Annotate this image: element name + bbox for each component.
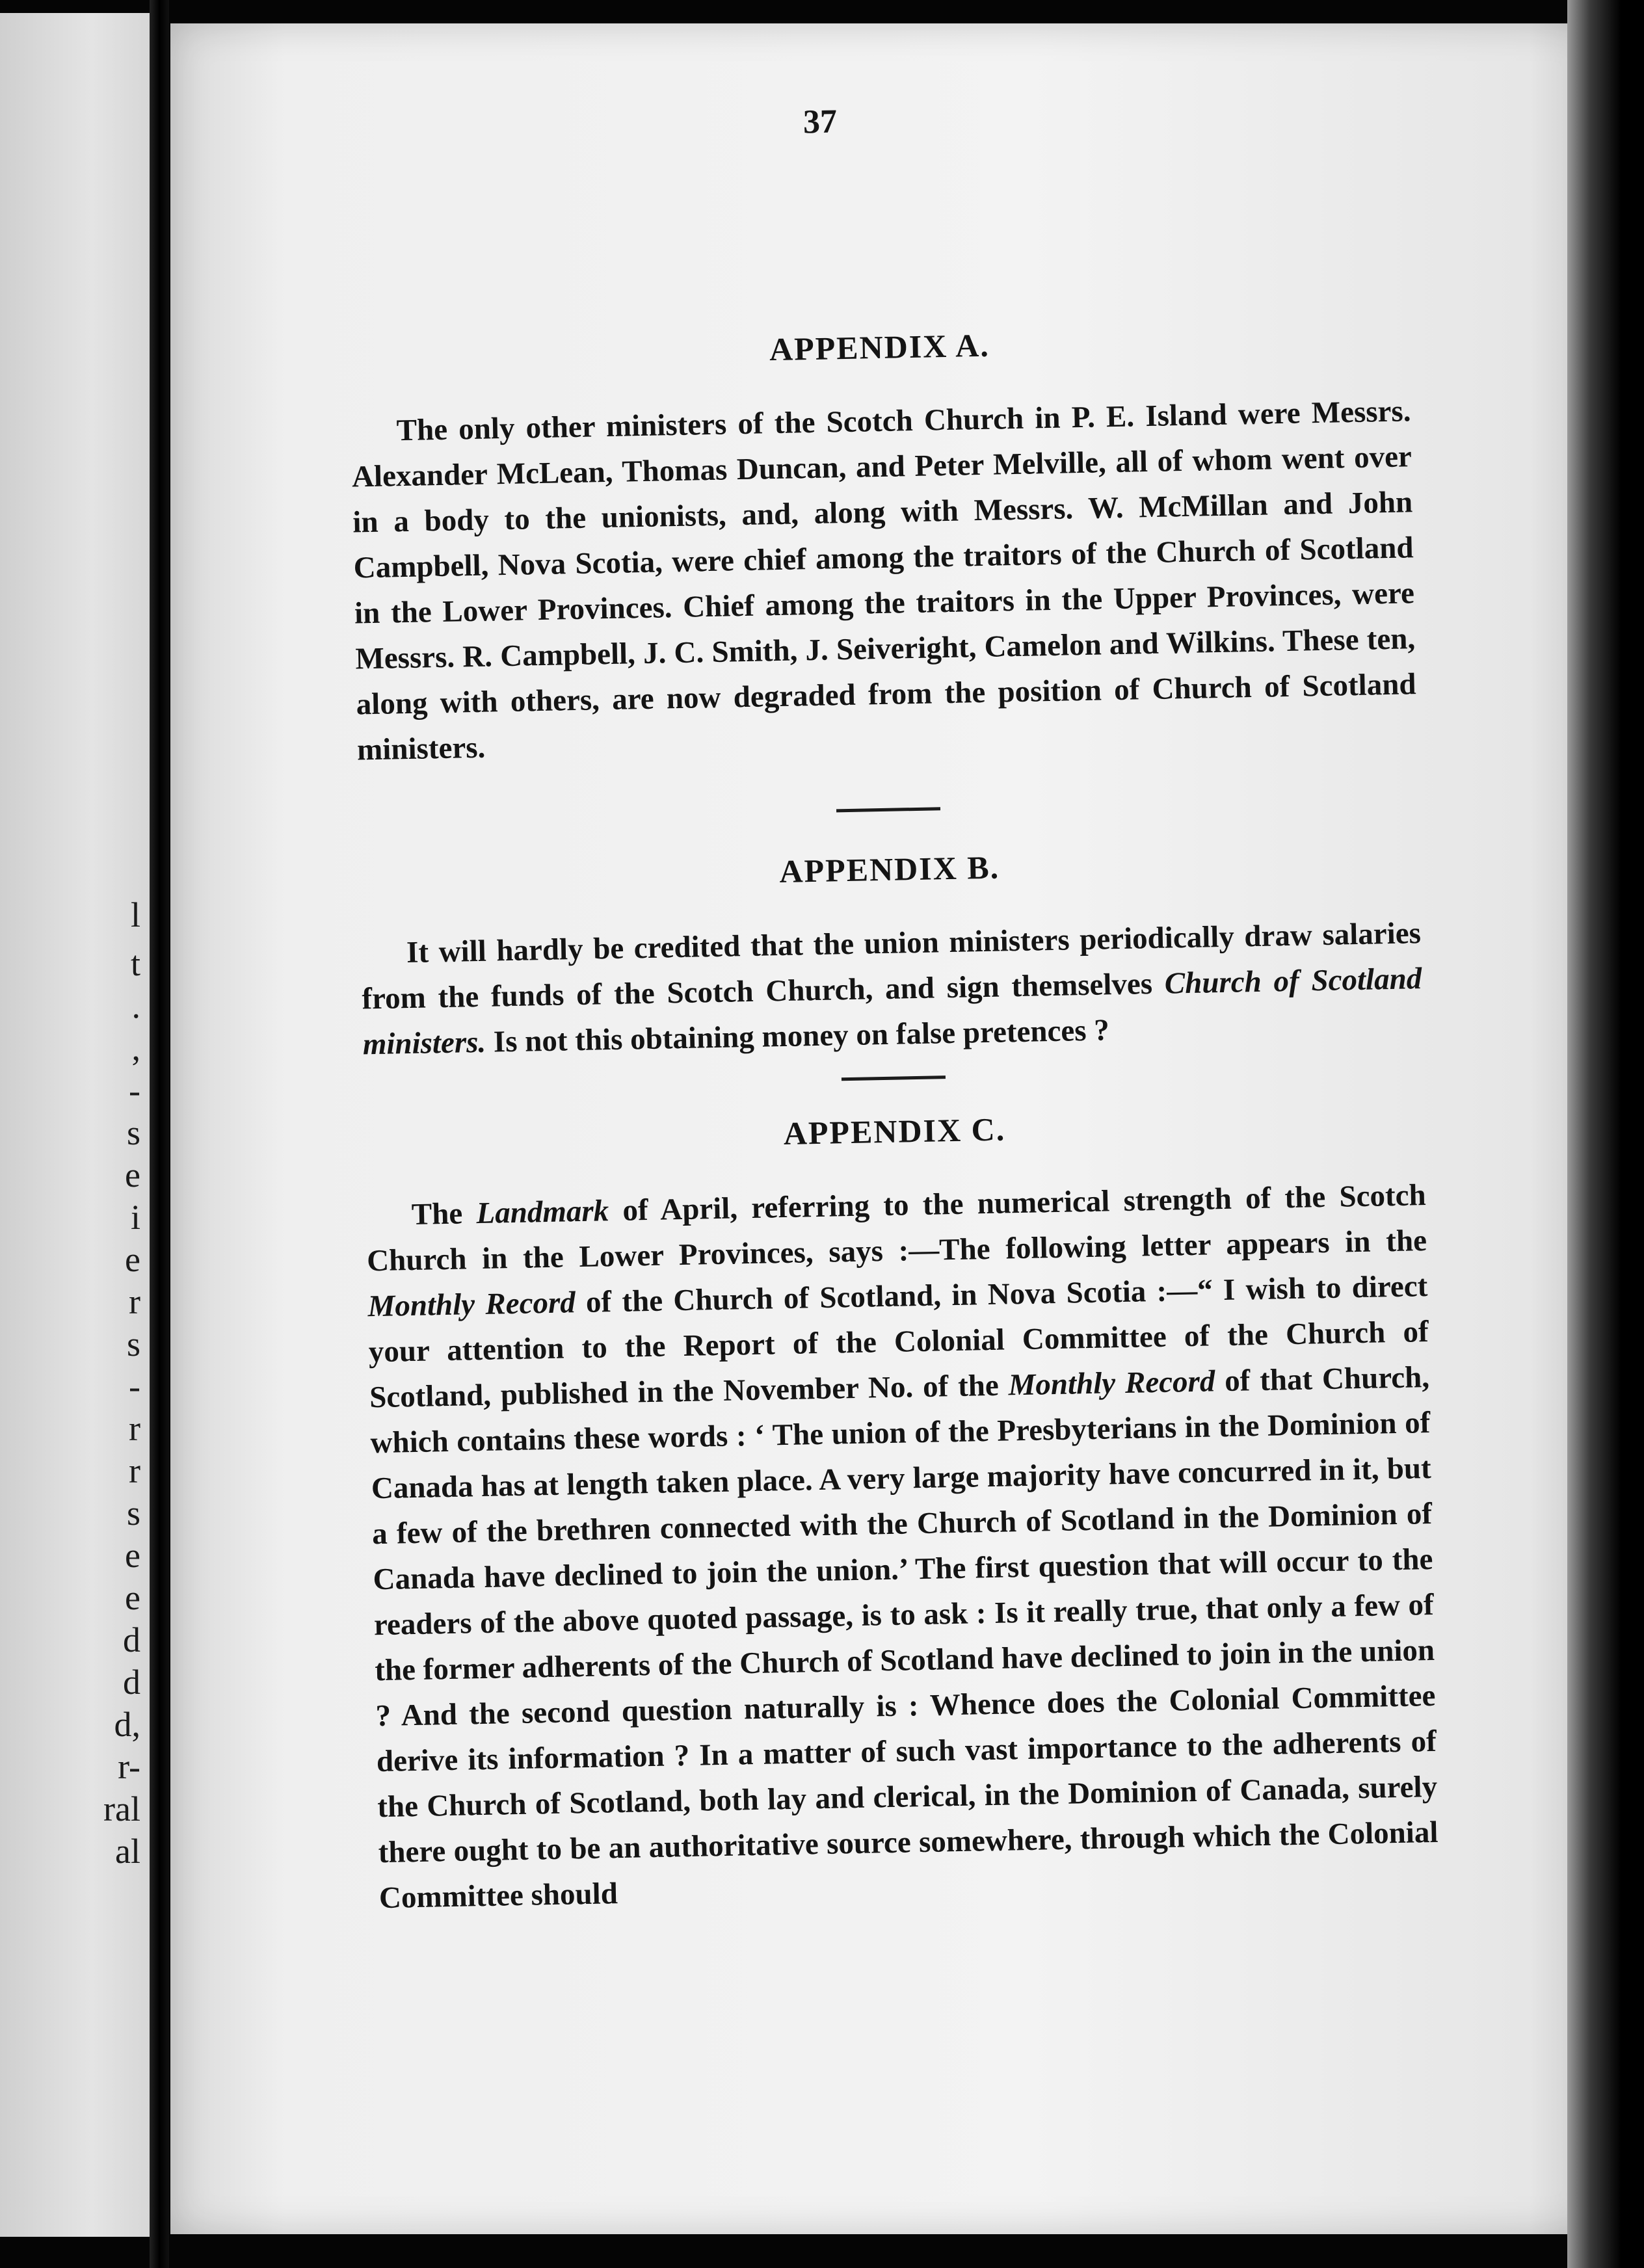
fragment: r [129, 1282, 140, 1321]
fragment: ral [103, 1789, 140, 1828]
fragment: . [131, 986, 140, 1025]
fragment: s [126, 1325, 140, 1364]
appendix-heading: APPENDIX C. [783, 1111, 1006, 1152]
book-gutter [150, 0, 169, 2268]
appendix-heading: APPENDIX A. [769, 326, 990, 368]
appendix-c [364, 1102, 1439, 1921]
appendix-b [359, 840, 1423, 1067]
fragment: - [129, 1071, 140, 1110]
fragment: e [125, 1536, 140, 1575]
fragment: l [130, 895, 140, 934]
fragment: al [115, 1832, 140, 1871]
italic-run: Monthly Record [367, 1286, 576, 1324]
text-run: The [411, 1196, 477, 1232]
page-body [345, 87, 1439, 1921]
section-divider [842, 1075, 946, 1081]
fragment: r [129, 1409, 140, 1448]
page-number: 37 [802, 103, 838, 141]
fragment: r [129, 1451, 140, 1490]
fragment: r- [118, 1747, 140, 1786]
text-run: of the Church of Scotland, in Nova Scotia :—“ I wish to direct your attention to the Report of the Colonial Committee of the Church of Scotland, published in the November No. of the [368, 1269, 1429, 1415]
appendix-text: The only other ministers of the Scotch Church in P. E. Island were Messrs. Alexander McLean, Thomas Duncan, and Peter Melville, all of whom went over in a body to the unionists, and, along with Messrs. W. McMillan and John Campbell, Nova Scotia, were chief among the traitors of the Church of Scotland in the Lower Provinces. Chief among the traitors in the Upper Provinces, were Messrs. R. Campbell, J. C. Smith, J. Seiveright, Camelon and Wilkins. These ten, along with others, are now degraded from the position of Church of Scotland ministers. [351, 394, 1416, 767]
page-edge-shadow [1567, 0, 1644, 2268]
italic-run: Monthly Record [1008, 1364, 1215, 1403]
appendix-text [365, 1172, 1439, 1921]
section-divider [836, 807, 940, 812]
fragment: - [129, 1367, 140, 1406]
fragment: e [125, 1240, 140, 1279]
fragment: d, [114, 1705, 140, 1744]
fragment: e [125, 1578, 140, 1617]
fragment: t [130, 944, 140, 983]
fragment: e [125, 1155, 140, 1194]
appendix-a [349, 318, 1418, 772]
italic-run: Church of Scotland ministers. [362, 962, 1422, 1062]
fragment: d [123, 1620, 140, 1659]
fragment: s [126, 1494, 140, 1533]
fragment: i [130, 1198, 140, 1237]
text-run: Is not this obtaining money on false pretences ? [485, 1013, 1110, 1059]
text-run: of April, referring to the numerical strength of the Scotch Church in the Lower Provinces, says :—The following letter appears in the [366, 1178, 1427, 1278]
italic-run: Landmark [475, 1194, 609, 1231]
fragment: , [131, 1029, 140, 1068]
appendix-text [360, 910, 1423, 1067]
fragment: d [123, 1663, 140, 1702]
appendix-heading: APPENDIX B. [778, 849, 1000, 890]
fragment: s [126, 1113, 140, 1152]
text-run: It will hardly be credited that the union ministers periodically draw salaries from the funds of the Scotch Church, and sign themselves [361, 916, 1422, 1016]
text-run: of that Church, which contains these words : ‘ The union of the Presbyterians in the Dominion of Canada has at length taken place. A very large majority have concurred in it, but a few of the brethren connected with the Church of Scotland in the Dominion of Canada have declined to join the union.’ The first question that will occur to the readers of the above quoted passage, is to ask : Is it really true, that only a few of the former adherents of the Church of Scotland have declined to join in the union ? And the second question naturally is : Whence does the Colonial Committee derive its information ? In a matter of such vast importance to the adherents of the Church of Scotland, both lay and clerical, in the Dominion of Canada, surely there ought to be an authoritative source somewhere, through which the Colonial Committee should [370, 1360, 1438, 1916]
